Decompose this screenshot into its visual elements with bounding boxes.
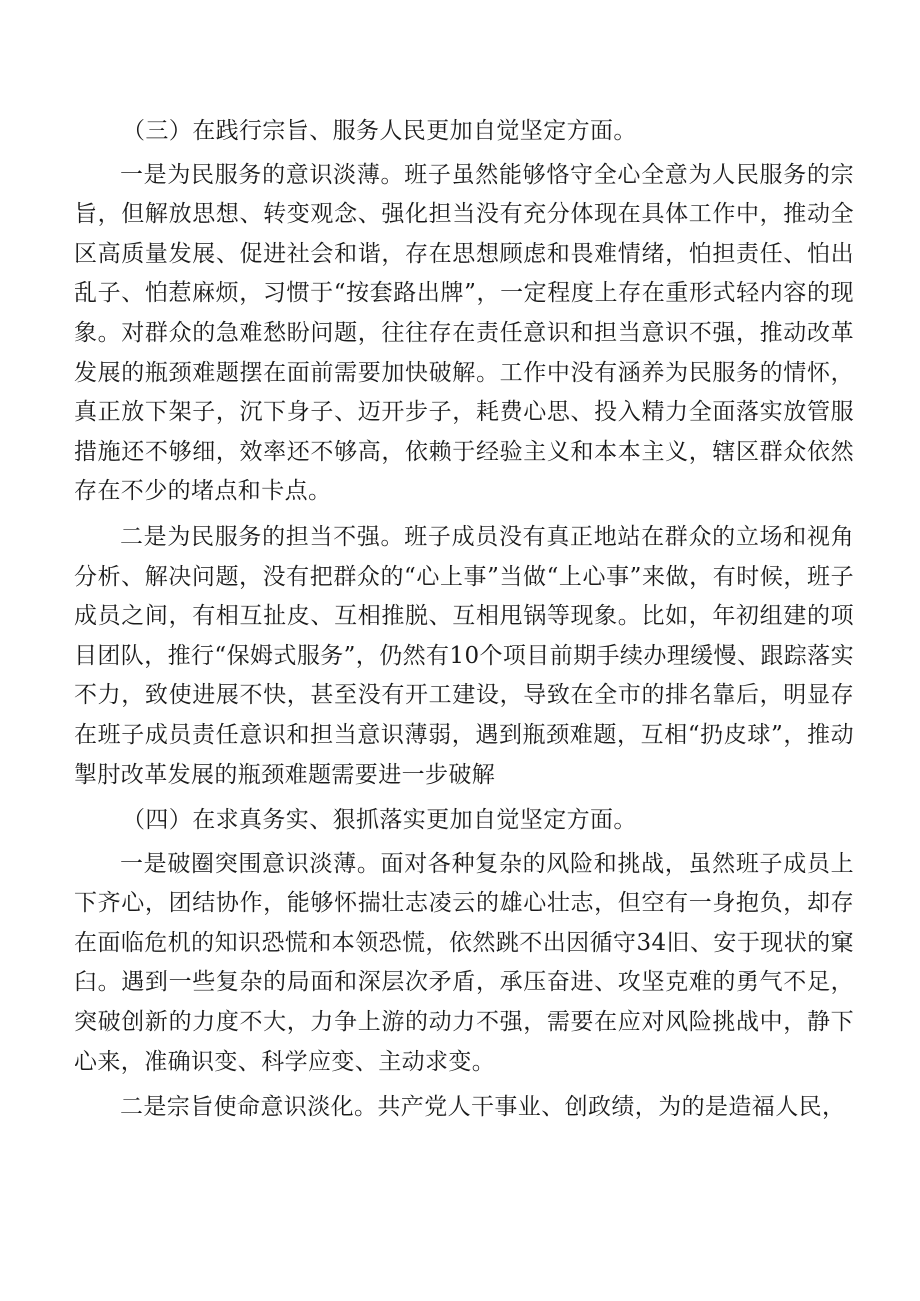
paragraph-responsibility-weak: 二是为民服务的担当不强。班子成员没有真正地站在群众的立场和视角分析、解决问题，没有把群众的“心上事”当做“上心事”来做，有时候，班子成员之间，有相互扯皮、互相推脱、互相甩锅等现象。比如，年初组建的项目团队，推行“保姆式服务”，仍然有10个项目前期手续办理缓慢、跟踪落实不力，致使进展不快，甚至没有开工建设，导致在全市的排名靠后，明显存在班子成员责任意识和担当意识薄弱，遇到瓶颈难题，互相“扔皮球”，推动掣肘改革发展的瓶颈难题需要进一步破解 [74, 523, 854, 788]
section-heading-3: （三）在践行宗旨、服务人民更加自觉坚定方面。 [122, 118, 637, 144]
paragraph-mission-weakened: 二是宗旨使命意识淡化。共产党人干事业、创政绩，为的是造福人民， [120, 1094, 846, 1121]
paragraph-breakthrough-weak: 一是破圈突围意识淡薄。面对各种复杂的风险和挑战，虽然班子成员上下齐心，团结协作，能够怀揣壮志凌云的雄心壮志，但空有一身抱负，却存在面临危机的知识恐慌和本领恐慌，依然跳不出因循守34旧、安于现状的窠臼。遇到一些复杂的局面和深层次矛盾，承压奋进、攻坚克难的勇气不足，突破创新的力度不大，力争上游的动力不强，需要在应对风险挑战中，静下心来，准确识变、科学应变、主动求变。 [74, 850, 854, 1075]
paragraph-awareness-weak: 一是为民服务的意识淡薄。班子虽然能够恪守全心全意为人民服务的宗旨，但解放思想、转变观念、强化担当没有充分体现在具体工作中，推动全区高质量发展、促进社会和谐，存在思想顾虑和畏难情绪，怕担责任、怕出乱子、怕惹麻烦，习惯于“按套路出牌”，一定程度上存在重形式轻内容的现象。对群众的急难愁盼问题，往往存在责任意识和担当意识不强，推动改革发展的瓶颈难题摆在面前需要加快破解。工作中没有涵养为民服务的情怀，真正放下架子，沉下身子、迈开步子，耗费心思、投入精力全面落实放管服措施还不够细，效率还不够高，依赖于经验主义和本本主义，辖区群众依然存在不少的堵点和卡点。 [74, 161, 854, 505]
section-heading-4: （四）在求真务实、狠抓落实更加自觉坚定方面。 [122, 807, 637, 834]
document-body [74, 112, 854, 1128]
